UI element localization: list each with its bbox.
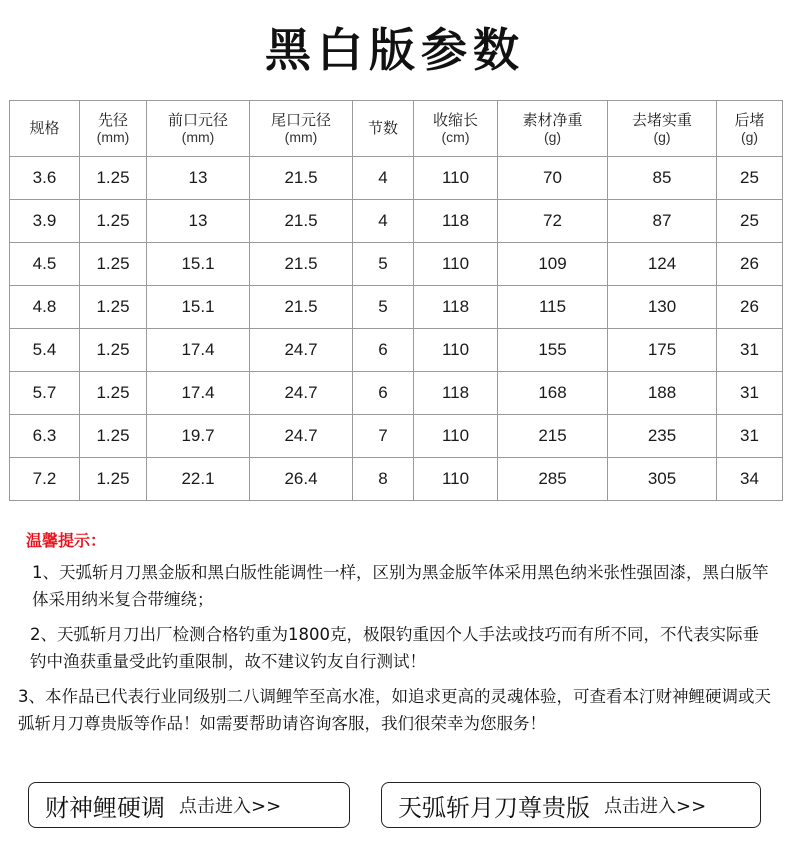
table-row	[10, 329, 783, 372]
column-header-label: 尾口元径	[270, 110, 331, 129]
column-header	[250, 101, 353, 157]
column-header-unit: (mm)	[181, 128, 215, 145]
table-cell: 87	[608, 200, 717, 243]
table-row	[10, 243, 783, 286]
table-cell: 4	[353, 200, 414, 243]
table-cell: 118	[414, 286, 498, 329]
table-cell: 1.25	[80, 415, 147, 458]
column-header-unit: (mm)	[284, 128, 318, 145]
table-cell: 188	[608, 372, 717, 415]
table-cell: 21.5	[250, 157, 353, 200]
table-cell: 17.4	[147, 329, 250, 372]
table-cell: 110	[414, 329, 498, 372]
table-cell: 31	[717, 329, 783, 372]
column-header-unit: (cm)	[441, 128, 470, 145]
table-cell: 3.6	[10, 157, 80, 200]
table-row	[10, 458, 783, 501]
table-header-row	[10, 101, 783, 157]
table-cell: 7	[353, 415, 414, 458]
column-header-label: 规格	[29, 119, 60, 137]
table-cell: 6	[353, 329, 414, 372]
column-header	[414, 101, 498, 157]
table-cell: 3.9	[10, 200, 80, 243]
table-cell: 21.5	[250, 286, 353, 329]
table-row	[10, 415, 783, 458]
table-cell: 24.7	[250, 329, 353, 372]
table-body	[10, 157, 783, 501]
table-cell: 1.25	[80, 372, 147, 415]
table-cell: 305	[608, 458, 717, 501]
table-cell: 130	[608, 286, 717, 329]
table-cell: 110	[414, 458, 498, 501]
table-cell: 13	[147, 200, 250, 243]
table-cell: 115	[498, 286, 608, 329]
table-cell: 24.7	[250, 415, 353, 458]
table-cell: 235	[608, 415, 717, 458]
table-cell: 26	[717, 286, 783, 329]
table-cell: 1.25	[80, 157, 147, 200]
table-cell: 31	[717, 372, 783, 415]
table-cell: 109	[498, 243, 608, 286]
table-cell: 21.5	[250, 200, 353, 243]
table-cell: 5.7	[10, 372, 80, 415]
column-header-label: 先径	[97, 110, 128, 129]
table-cell: 13	[147, 157, 250, 200]
table-cell: 155	[498, 329, 608, 372]
page-title: 黑白版参数	[265, 23, 525, 77]
table-cell: 25	[717, 157, 783, 200]
table-cell: 34	[717, 458, 783, 501]
table-cell: 7.2	[10, 458, 80, 501]
link-button-action: 点击进入>>	[604, 796, 707, 817]
table-cell: 4.8	[10, 286, 80, 329]
column-header	[80, 101, 147, 157]
table-cell: 26.4	[250, 458, 353, 501]
table-cell: 4	[353, 157, 414, 200]
table-cell: 1.25	[80, 200, 147, 243]
column-header-label: 节数	[367, 119, 398, 137]
table-cell: 6.3	[10, 415, 80, 458]
table-cell: 8	[353, 458, 414, 501]
tip-item-2: 2、天弧斩月刀出厂检测合格钓重为1800克，极限钓重因个人手法或技巧而有所不同，不代表实际垂钓中渔获重量受此钓重限制，故不建议钓友自行测试！	[30, 625, 759, 671]
table-cell: 85	[608, 157, 717, 200]
table-cell: 70	[498, 157, 608, 200]
table-cell: 110	[414, 243, 498, 286]
tips-title: 温馨提示：	[26, 531, 107, 550]
link-button-caishen-li[interactable]	[28, 782, 350, 828]
table-cell: 124	[608, 243, 717, 286]
column-header-unit: (mm)	[96, 128, 130, 145]
table-cell: 22.1	[147, 458, 250, 501]
spec-table	[9, 100, 783, 501]
table-cell: 285	[498, 458, 608, 501]
table-row	[10, 157, 783, 200]
link-button-label: 财神鲤硬调	[45, 793, 165, 822]
column-header	[498, 101, 608, 157]
table-cell: 31	[717, 415, 783, 458]
table-cell: 6	[353, 372, 414, 415]
tip-item-3: 3、本作品已代表行业同级别二八调鲤竿至高水准，如追求更高的灵魂体验，可查看本汀财神鲤硬调或天弧斩月刀尊贵版等作品！如需要帮助请咨询客服，我们很荣幸为您服务！	[18, 687, 771, 733]
table-cell: 1.25	[80, 458, 147, 501]
link-button-label: 天弧斩月刀尊贵版	[398, 793, 590, 822]
column-header-unit: (g)	[653, 128, 671, 145]
table-cell: 25	[717, 200, 783, 243]
table-cell: 24.7	[250, 372, 353, 415]
link-button-action: 点击进入>>	[179, 796, 282, 817]
table-cell: 110	[414, 157, 498, 200]
table-cell: 110	[414, 415, 498, 458]
table-cell: 5.4	[10, 329, 80, 372]
table-cell: 215	[498, 415, 608, 458]
table-cell: 26	[717, 243, 783, 286]
table-cell: 1.25	[80, 286, 147, 329]
column-header-label: 去堵实重	[631, 110, 692, 129]
column-header	[10, 101, 80, 157]
table-cell: 4.5	[10, 243, 80, 286]
table-cell: 1.25	[80, 329, 147, 372]
column-header-label: 素材净重	[522, 110, 583, 129]
tip-item-1: 1、天弧斩月刀黑金版和黑白版性能调性一样，区别为黑金版竿体采用黑色纳米张性强固漆，黑白版竿体采用纳米复合带缠绕；	[32, 563, 769, 609]
column-header	[717, 101, 783, 157]
table-row	[10, 286, 783, 329]
table-cell: 118	[414, 200, 498, 243]
table-cell: 19.7	[147, 415, 250, 458]
column-header-unit: (g)	[543, 128, 562, 145]
tips-section	[18, 528, 774, 745]
table-cell: 5	[353, 243, 414, 286]
column-header-label: 后堵	[734, 110, 765, 129]
table-cell: 15.1	[147, 286, 250, 329]
link-button-tianhu-premium[interactable]	[381, 782, 761, 828]
table-row	[10, 200, 783, 243]
table-cell: 175	[608, 329, 717, 372]
column-header	[353, 101, 414, 157]
table-cell: 72	[498, 200, 608, 243]
table-row	[10, 372, 783, 415]
column-header-label: 收缩长	[432, 110, 478, 129]
table-cell: 5	[353, 286, 414, 329]
column-header-unit: (g)	[740, 128, 759, 145]
table-cell: 118	[414, 372, 498, 415]
table-cell: 1.25	[80, 243, 147, 286]
table-cell: 15.1	[147, 243, 250, 286]
table-cell: 21.5	[250, 243, 353, 286]
column-header-label: 前口元径	[167, 110, 228, 129]
column-header	[608, 101, 717, 157]
table-cell: 168	[498, 372, 608, 415]
column-header	[147, 101, 250, 157]
table-cell: 17.4	[147, 372, 250, 415]
